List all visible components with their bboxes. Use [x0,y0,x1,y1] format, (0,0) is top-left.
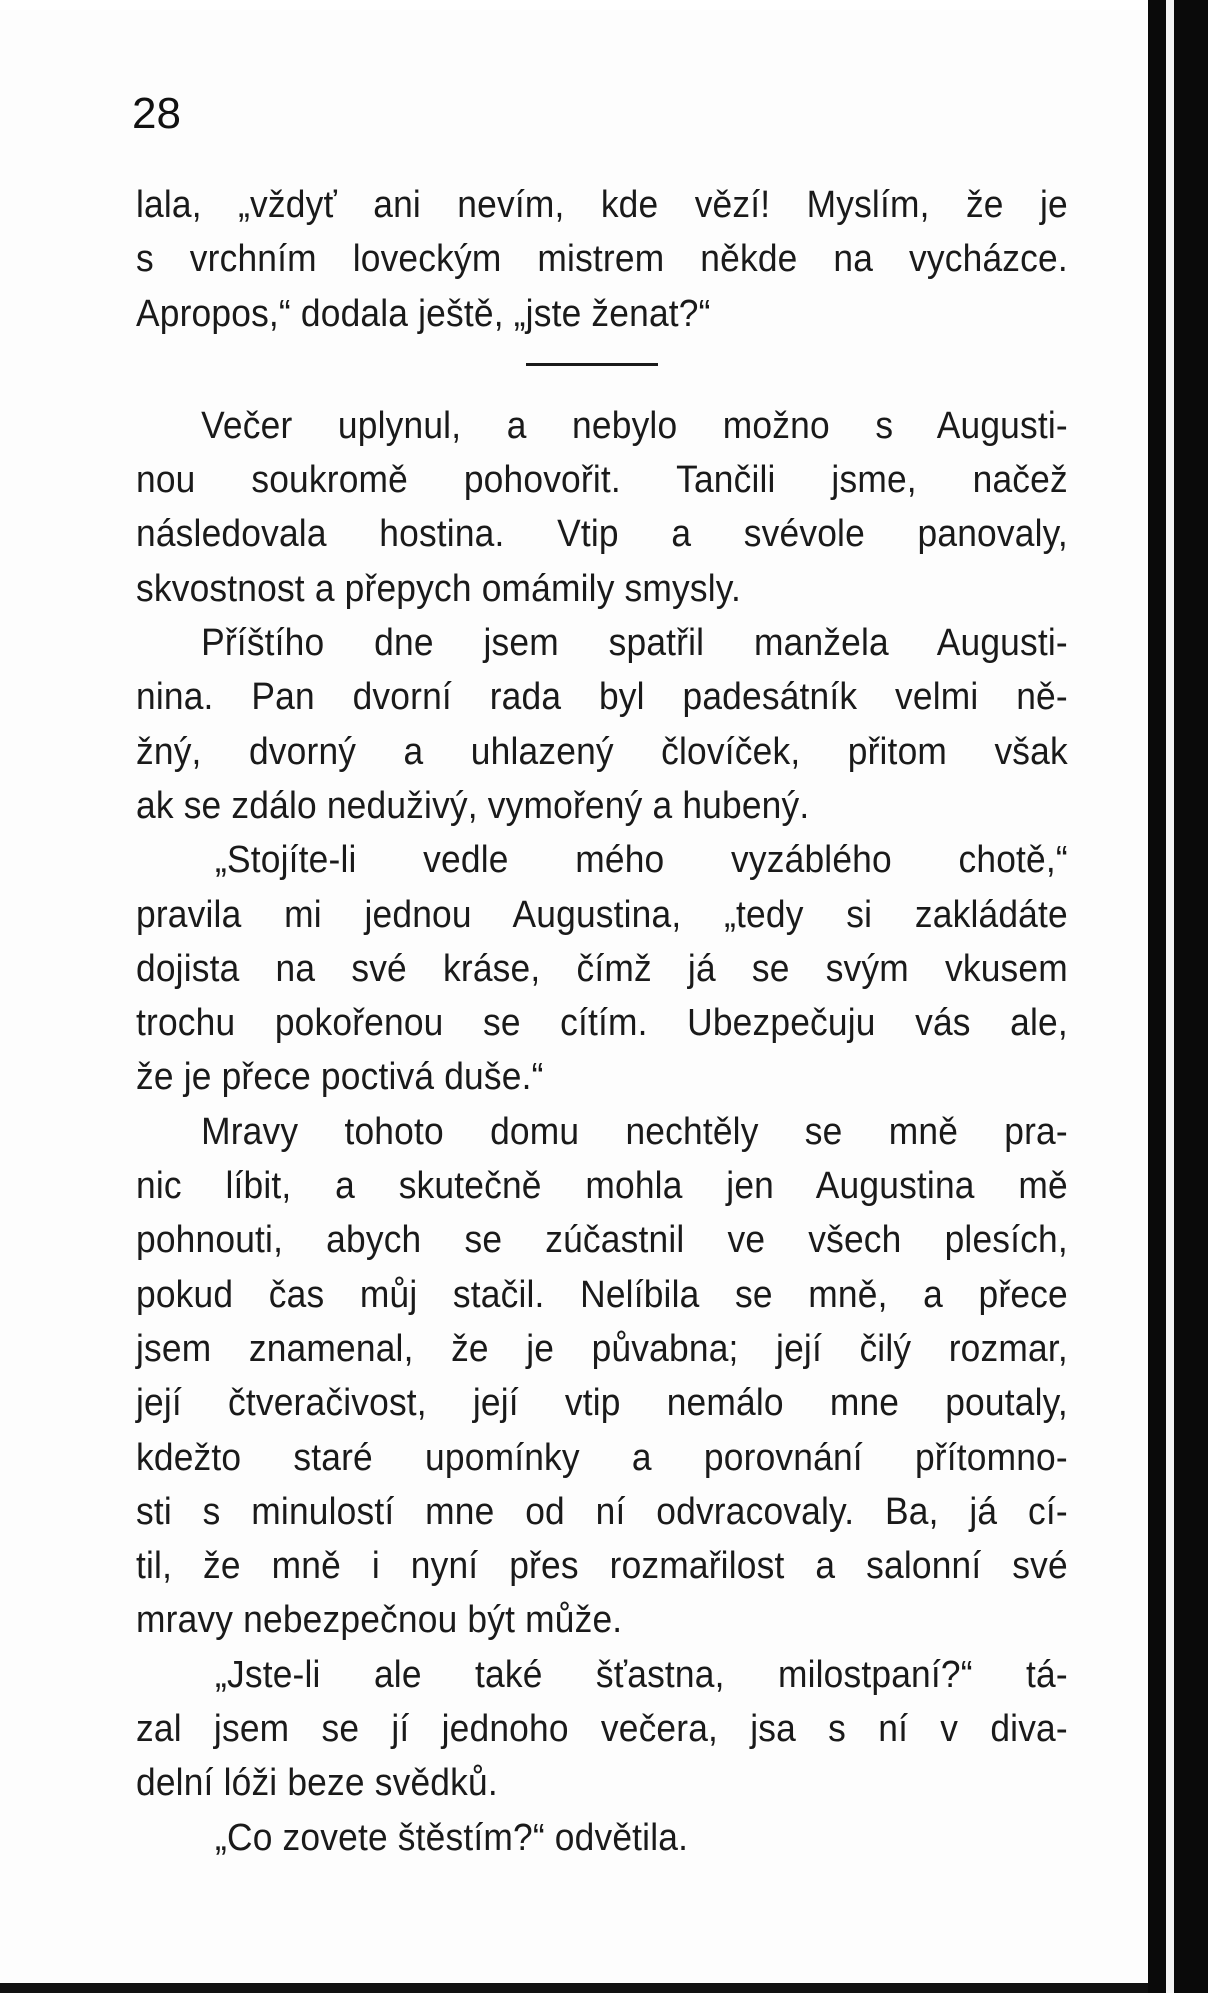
text-line: jsem znamenal, že je půvabna; její čilý rozmar, [136,1327,1068,1370]
text-line: Příštího dne jsem spatřil manžela Augusti- [201,622,1068,665]
text-line: trochu pokořenou se cítím. Ubezpečuju vás ale, [136,1002,1068,1045]
text-line: pohnouti, abych se zúčastnil ve všech plesích, [136,1219,1068,1262]
scan-edge-right [1148,0,1208,1993]
text-line: mravy nebezpečnou být může. [136,1599,623,1642]
text-line: „Jste-li ale také šťastna, milostpaní?“ tá- [215,1653,1068,1696]
text-line: nic líbit, a skutečně mohla jen Augustina mě [136,1165,1068,1208]
text-line: pravila mi jednou Augustina, „tedy si zakládáte [136,893,1068,936]
text-line: lala, „vždyť ani nevím, kde vězí! Myslím, že je [136,184,1068,226]
text-line: s vrchním loveckým mistrem někde na vycházce. [136,238,1068,281]
text-line: Mravy tohoto domu nechtěly se mně pra- [201,1110,1068,1153]
text-line: pokud čas můj stačil. Nelíbila se mně, a přece [136,1273,1068,1316]
text-line: nina. Pan dvorní rada byl padesátník velmi ně- [136,676,1068,719]
section-divider [136,341,1068,399]
text-line: dojista na své kráse, čímž já se svým vkusem [136,947,1068,990]
text-line: následovala hostina. Vtip a svévole panovaly, [136,513,1068,556]
text-line: skvostnost a přepych omámily smysly. [136,567,742,610]
text-line: delní lóži beze svědků. [136,1762,498,1805]
text-line: žný, dvorný a uhlazený človíček, přitom však [136,730,1068,773]
text-line: Apropos,“ dodala ještě, „jste ženat?“ [136,292,711,335]
text-line: její čtveračivost, její vtip nemálo mne poutaly, [136,1382,1068,1425]
text-line: že je přece poctivá duše.“ [136,1056,544,1099]
section-rule [526,363,658,366]
text-line: til, že mně i nyní přes rozmařilost a salonní své [136,1545,1068,1588]
text-line: Večer uplynul, a nebylo možno s Augusti- [201,404,1068,447]
text-line: nou soukromě pohovořit. Tančili jsme, načež [136,459,1068,502]
text-line: kdežto staré upomínky a porovnání přítomno- [136,1436,1068,1479]
text-line: „Stojíte-li vedle mého vyzáblého chotě,“ [215,839,1068,882]
text-line: zal jsem se jí jednoho večera, jsa s ní v diva- [136,1708,1068,1751]
scan-edge-top [0,0,1208,10]
text-line: „Co zovete štěstím?“ odvětila. [215,1816,689,1859]
page-number: 28 [132,89,181,138]
scan-edge-bottom [0,1983,1148,1993]
text-line: sti s minulostí mne od ní odvracovaly. Ba, já cí- [136,1490,1068,1533]
text-line: ak se zdálo neduživý, vymořený a hubený. [136,784,810,827]
scan-edge-highlight [1166,0,1174,1993]
page-text [136,178,1068,1865]
